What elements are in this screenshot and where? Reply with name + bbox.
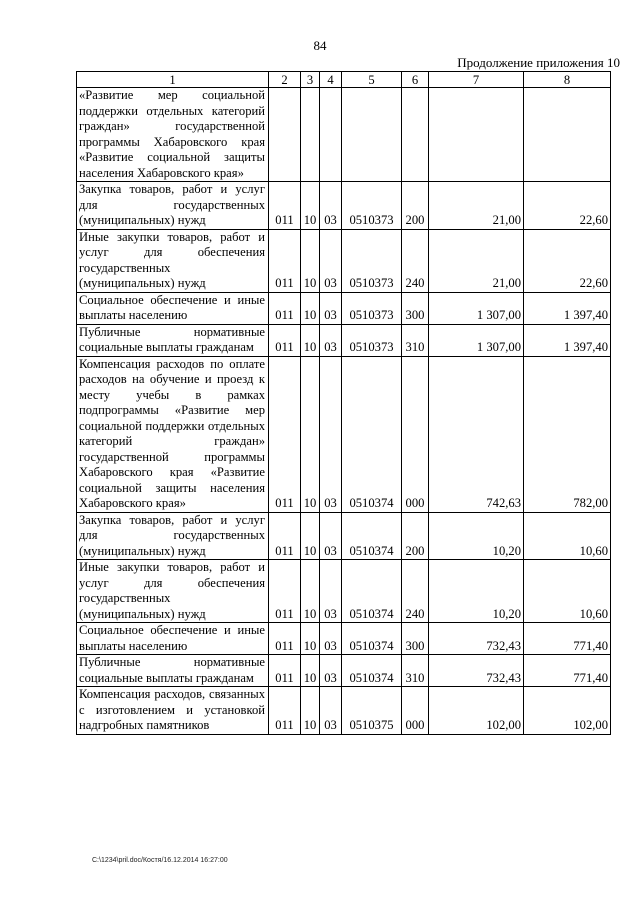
row-expense-type: 300 (402, 292, 429, 324)
row-amount-year-1: 10,20 (429, 512, 524, 560)
column-header-8: 8 (524, 72, 611, 88)
row-expense-type: 200 (402, 512, 429, 560)
row-target-article: 0510373 (342, 229, 402, 292)
table-row (77, 356, 611, 512)
row-subsection: 03 (320, 324, 342, 356)
row-name: Публичные нормативные социальные выплаты гражданам (77, 324, 269, 356)
row-name: Публичные нормативные социальные выплаты гражданам (77, 655, 269, 687)
column-header-3: 3 (301, 72, 320, 88)
row-name: Компенсация расходов по оплате расходов на обучение и проезд к месту учебы в рамках подпрограммы «Развитие мер социальной поддержки отдельных категорий граждан» государственной программы Хабаровского края «Развитие социальной защиты населения Хабаровского края» (77, 356, 269, 512)
row-target-article: 0510374 (342, 512, 402, 560)
row-target-article: 0510375 (342, 687, 402, 735)
row-ministry-code (269, 88, 301, 182)
row-ministry-code: 011 (269, 324, 301, 356)
row-name: Социальное обеспечение и иные выплаты населению (77, 292, 269, 324)
row-amount-year-1: 1 307,00 (429, 324, 524, 356)
row-section: 10 (301, 623, 320, 655)
row-name: Компенсация расходов, связанных с изготовлением и установкой надгробных памятников (77, 687, 269, 735)
row-target-article: 0510373 (342, 182, 402, 230)
row-amount-year-1: 21,00 (429, 182, 524, 230)
row-expense-type: 310 (402, 655, 429, 687)
row-target-article: 0510374 (342, 655, 402, 687)
row-subsection: 03 (320, 655, 342, 687)
row-amount-year-2 (524, 88, 611, 182)
column-header-7: 7 (429, 72, 524, 88)
row-target-article: 0510374 (342, 560, 402, 623)
row-amount-year-1: 742,63 (429, 356, 524, 512)
row-target-article: 0510373 (342, 292, 402, 324)
row-subsection: 03 (320, 182, 342, 230)
row-expense-type: 310 (402, 324, 429, 356)
row-subsection (320, 88, 342, 182)
row-name: «Развитие мер социальной поддержки отдельных категорий граждан» государственной программы Хабаровского края «Развитие социальной защиты населения Хабаровского края» (77, 88, 269, 182)
table-row (77, 292, 611, 324)
row-section (301, 88, 320, 182)
row-amount-year-2: 22,60 (524, 182, 611, 230)
row-section: 10 (301, 292, 320, 324)
row-amount-year-2: 10,60 (524, 560, 611, 623)
row-ministry-code: 011 (269, 356, 301, 512)
row-section: 10 (301, 182, 320, 230)
row-ministry-code: 011 (269, 655, 301, 687)
row-expense-type (402, 88, 429, 182)
row-amount-year-2: 771,40 (524, 623, 611, 655)
row-amount-year-2: 1 397,40 (524, 324, 611, 356)
row-ministry-code: 011 (269, 229, 301, 292)
column-header-6: 6 (402, 72, 429, 88)
file-path-footer: C:\1234\pril.doc/Костя/16.12.2014 16:27:00 (92, 857, 228, 864)
row-amount-year-1: 1 307,00 (429, 292, 524, 324)
row-amount-year-2: 771,40 (524, 655, 611, 687)
row-subsection: 03 (320, 687, 342, 735)
row-expense-type: 240 (402, 560, 429, 623)
row-subsection: 03 (320, 229, 342, 292)
table-row (77, 88, 611, 182)
row-subsection: 03 (320, 623, 342, 655)
row-ministry-code: 011 (269, 560, 301, 623)
table-row (77, 512, 611, 560)
row-ministry-code: 011 (269, 512, 301, 560)
table-row (77, 560, 611, 623)
row-section: 10 (301, 356, 320, 512)
row-amount-year-1: 732,43 (429, 655, 524, 687)
row-name: Закупка товаров, работ и услуг для государственных (муниципальных) нужд (77, 182, 269, 230)
column-header-4: 4 (320, 72, 342, 88)
continuation-title: Продолжение приложения 10 (457, 55, 620, 70)
row-expense-type: 300 (402, 623, 429, 655)
row-section: 10 (301, 560, 320, 623)
row-ministry-code: 011 (269, 623, 301, 655)
row-expense-type: 240 (402, 229, 429, 292)
row-subsection: 03 (320, 356, 342, 512)
row-expense-type: 200 (402, 182, 429, 230)
row-amount-year-2: 22,60 (524, 229, 611, 292)
column-header-5: 5 (342, 72, 402, 88)
budget-table (76, 71, 611, 735)
row-name: Закупка товаров, работ и услуг для государственных (муниципальных) нужд (77, 512, 269, 560)
table-row (77, 687, 611, 735)
row-name: Социальное обеспечение и иные выплаты населению (77, 623, 269, 655)
row-ministry-code: 011 (269, 292, 301, 324)
table-row (77, 229, 611, 292)
row-subsection: 03 (320, 512, 342, 560)
row-section: 10 (301, 512, 320, 560)
row-amount-year-1: 21,00 (429, 229, 524, 292)
row-amount-year-1: 102,00 (429, 687, 524, 735)
row-target-article: 0510374 (342, 356, 402, 512)
row-name: Иные закупки товаров, работ и услуг для обеспечения государственных (муниципальных) нужд (77, 229, 269, 292)
row-amount-year-2: 102,00 (524, 687, 611, 735)
table-row (77, 182, 611, 230)
table-row (77, 324, 611, 356)
table-header-row (77, 72, 611, 88)
row-section: 10 (301, 655, 320, 687)
row-target-article (342, 88, 402, 182)
row-expense-type: 000 (402, 356, 429, 512)
table-row (77, 655, 611, 687)
row-subsection: 03 (320, 560, 342, 623)
table-row (77, 623, 611, 655)
row-expense-type: 000 (402, 687, 429, 735)
row-section: 10 (301, 324, 320, 356)
row-ministry-code: 011 (269, 182, 301, 230)
row-target-article: 0510373 (342, 324, 402, 356)
row-target-article: 0510374 (342, 623, 402, 655)
row-name: Иные закупки товаров, работ и услуг для обеспечения государственных (муниципальных) нужд (77, 560, 269, 623)
row-amount-year-2: 782,00 (524, 356, 611, 512)
row-ministry-code: 011 (269, 687, 301, 735)
row-amount-year-2: 10,60 (524, 512, 611, 560)
column-header-1: 1 (77, 72, 269, 88)
column-header-2: 2 (269, 72, 301, 88)
row-amount-year-1: 10,20 (429, 560, 524, 623)
row-amount-year-2: 1 397,40 (524, 292, 611, 324)
row-subsection: 03 (320, 292, 342, 324)
row-section: 10 (301, 229, 320, 292)
page-number: 84 (313, 38, 327, 53)
row-amount-year-1: 732,43 (429, 623, 524, 655)
row-amount-year-1 (429, 88, 524, 182)
row-section: 10 (301, 687, 320, 735)
